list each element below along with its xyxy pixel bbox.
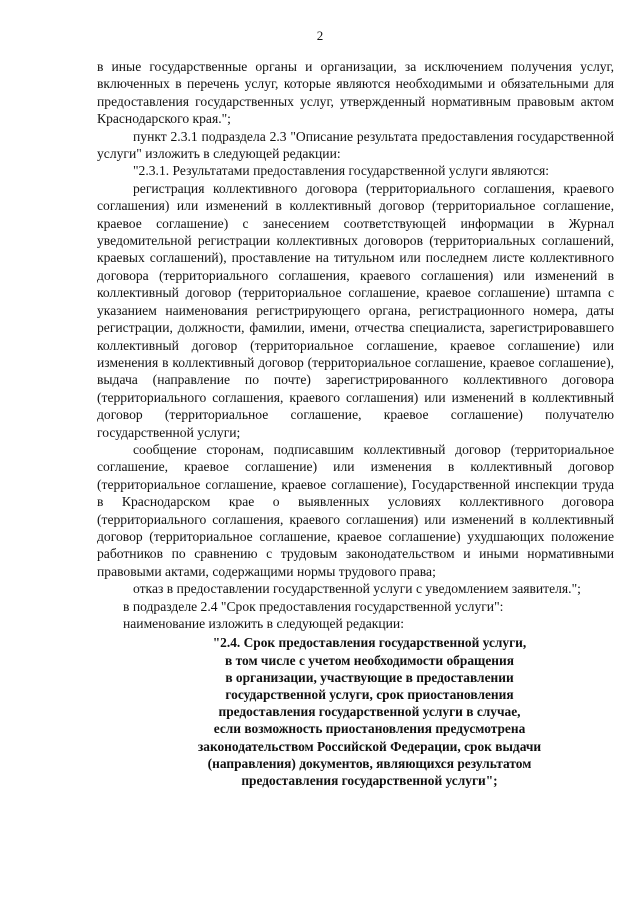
heading-line: предоставления государственной услуги"; [241, 773, 498, 789]
heading-line: законодательством Российской Федерации, срок выдачи [197, 738, 542, 754]
document-body [97, 58, 614, 789]
paragraph-1: в иные государственные органы и организации, за исключением получения услуг, включенных в перечень услуг, которые являются необходимыми и обязательными для предоставления государственных услуг, утвержденный нормативным правовым актом Краснодарского края."; [97, 59, 614, 127]
heading-line: государственной услуги, срок приостановления [225, 687, 514, 703]
paragraph-3: "2.3.1. Результатами предоставления государственной услуги являются: [133, 163, 550, 179]
paragraph-7: в подразделе 2.4 "Срок предоставления государственной услуги": [123, 598, 504, 614]
paragraph-2: пункт 2.3.1 подраздела 2.3 "Описание результата предоставления государственной услуги" изложить в следующей редакции: [97, 128, 614, 162]
heading-line: в организации, участвующие в предоставлении [225, 669, 514, 685]
heading-line: если возможность приостановления предусмотрена [213, 721, 526, 737]
section-heading [97, 634, 614, 789]
page-number: 2 [316, 28, 324, 43]
paragraph-4: регистрация коллективного договора (территориального соглашения, краевого соглашения) или изменений в коллективный договор (территориальное соглашение, краевое соглашение) с занесением соответствующей информации в Журнал уведомительной регистрации коллективных договоров (территориальных соглашений, краевых соглашений), проставление на титульном или последнем листе коллективного договора (территориального соглашения, краевого соглашения) или изменений в коллективный договор (территориальное соглашение, краевое соглашение) штампа с указанием наименования регистрирующего органа, регистрационного номера, даты регистрации, должности, фамилии, имени, отчества специалиста, зарегистрировавшего коллективный договор (территориальное соглашение, краевое соглашение) или изменения в коллективный договор (территориальное соглашение, краевое соглашение), выдача (направление по почте) зарегистрированного коллективного договора (территориального соглашения, краевого соглашения) или изменений в коллективный договор (территориальное соглашение, краевое соглашение) получателю государственной услуги; [97, 180, 614, 440]
paragraph-8: наименование изложить в следующей редакции: [123, 616, 404, 631]
heading-line: предоставления государственной услуги в случае, [218, 704, 521, 720]
heading-line: "2.4. Срок предоставления государственной услуги, [212, 635, 527, 651]
heading-line: в том числе с учетом необходимости обращения [225, 652, 514, 668]
paragraph-5: сообщение сторонам, подписавшим коллективный договор (территориальное соглашение, краевое соглашение) или изменения в коллективный договор (территориальное соглашение, краевое соглашение), Государственной инспекции труда в Краснодарском крае о выявленных условиях коллективного договора (территориального соглашения, краевого соглашения) или изменений в коллективный договор (территориальное соглашение, краевое соглашение) ухудшающих положение работников по сравнению с трудовым законодательством и иными нормативными правовыми актами, содержащими нормы трудового права; [97, 441, 614, 579]
heading-line: (направления) документов, являющихся результатом [207, 755, 532, 771]
paragraph-6: отказ в предоставлении государственной услуги с уведомлением заявителя."; [133, 581, 581, 597]
